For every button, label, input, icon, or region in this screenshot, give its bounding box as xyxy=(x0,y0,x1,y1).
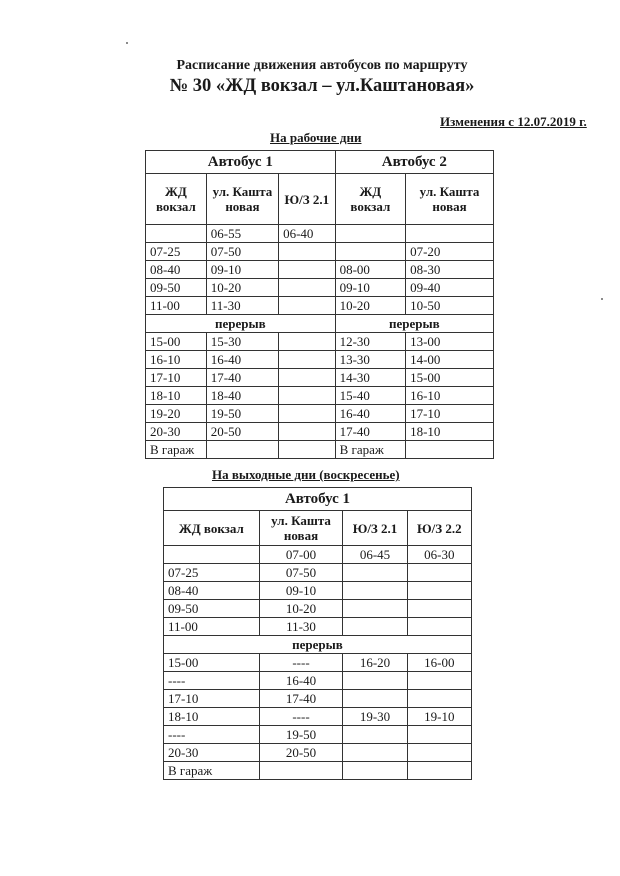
table-row xyxy=(146,351,494,369)
schedule-cell: 11-00 xyxy=(164,618,260,636)
table-row xyxy=(164,690,472,708)
schedule-cell xyxy=(407,690,471,708)
schedule-cell: 16-10 xyxy=(406,387,494,405)
column-header: ул. Кашта новая xyxy=(259,511,343,546)
table-row xyxy=(146,369,494,387)
schedule-cell: 16-40 xyxy=(206,351,278,369)
schedule-cell: 17-10 xyxy=(406,405,494,423)
title-line-1: Расписание движения автобусов по маршруту xyxy=(176,58,468,73)
bus-header-row xyxy=(164,488,472,511)
table-row xyxy=(164,744,472,762)
table-row xyxy=(164,546,472,564)
schedule-cell: 16-20 xyxy=(343,654,407,672)
schedule-cell xyxy=(406,441,494,459)
schedule-cell: ---- xyxy=(164,672,260,690)
schedule-cell xyxy=(343,762,407,780)
schedule-cell: 18-10 xyxy=(406,423,494,441)
schedule-cell xyxy=(407,762,471,780)
schedule-cell: 09-40 xyxy=(406,279,494,297)
schedule-cell: 06-45 xyxy=(343,546,407,564)
schedule-cell xyxy=(335,243,406,261)
schedule-cell: 08-40 xyxy=(164,582,260,600)
schedule-cell xyxy=(343,582,407,600)
schedule-cell xyxy=(279,369,336,387)
schedule-cell xyxy=(279,405,336,423)
schedule-cell: ---- xyxy=(164,726,260,744)
schedule-cell: 20-30 xyxy=(164,744,260,762)
schedule-cell: В гараж xyxy=(146,441,207,459)
changes-date: Изменения с 12.07.2019 г. xyxy=(440,114,587,129)
schedule-cell: 09-50 xyxy=(146,279,207,297)
schedule-cell: 10-50 xyxy=(406,297,494,315)
schedule-cell: 19-10 xyxy=(407,708,471,726)
schedule-cell xyxy=(406,225,494,243)
schedule-cell xyxy=(407,744,471,762)
schedule-cell xyxy=(343,672,407,690)
schedule-cell: 15-00 xyxy=(406,369,494,387)
weekday-label: На рабочие дни xyxy=(270,130,362,145)
break-row xyxy=(164,636,472,654)
schedule-cell xyxy=(279,279,336,297)
schedule-cell: 07-00 xyxy=(259,546,343,564)
bus-2-title: Автобус 2 xyxy=(335,151,493,174)
column-header: Ю/З 2.1 xyxy=(343,511,407,546)
schedule-cell xyxy=(343,744,407,762)
schedule-cell: 09-10 xyxy=(259,582,343,600)
schedule-cell xyxy=(407,618,471,636)
schedule-cell: 15-30 xyxy=(206,333,278,351)
schedule-cell: 17-40 xyxy=(259,690,343,708)
column-header: Ю/З 2.1 xyxy=(279,174,336,225)
break-label: перерыв xyxy=(146,315,336,333)
schedule-cell: 19-50 xyxy=(206,405,278,423)
schedule-cell xyxy=(343,564,407,582)
schedule-cell xyxy=(335,225,406,243)
schedule-cell: 07-50 xyxy=(259,564,343,582)
schedule-cell: 16-10 xyxy=(146,351,207,369)
schedule-cell: 13-30 xyxy=(335,351,406,369)
column-header: ул. Кашта новая xyxy=(206,174,278,225)
table-row xyxy=(146,441,494,459)
schedule-cell xyxy=(343,600,407,618)
schedule-cell: 15-00 xyxy=(164,654,260,672)
schedule-cell xyxy=(343,726,407,744)
schedule-cell: 15-40 xyxy=(335,387,406,405)
schedule-cell: 17-10 xyxy=(146,369,207,387)
scan-speck xyxy=(126,42,128,44)
schedule-cell xyxy=(279,387,336,405)
schedule-cell xyxy=(279,423,336,441)
table-row xyxy=(146,405,494,423)
column-header: ЖД вокзал xyxy=(335,174,406,225)
schedule-cell: 10-20 xyxy=(206,279,278,297)
schedule-cell: 17-40 xyxy=(335,423,406,441)
weekend-label: На выходные дни (воскресенье) xyxy=(212,467,400,482)
schedule-cell xyxy=(279,297,336,315)
schedule-cell xyxy=(407,564,471,582)
column-header-row xyxy=(146,174,494,225)
schedule-cell: 12-30 xyxy=(335,333,406,351)
weekend-schedule-table xyxy=(163,487,472,780)
schedule-cell xyxy=(407,672,471,690)
table-row xyxy=(164,708,472,726)
schedule-cell: 07-50 xyxy=(206,243,278,261)
table-row xyxy=(146,225,494,243)
table-row xyxy=(164,564,472,582)
schedule-cell: 17-40 xyxy=(206,369,278,387)
schedule-cell: В гараж xyxy=(164,762,260,780)
schedule-cell: 16-40 xyxy=(259,672,343,690)
schedule-cell xyxy=(279,441,336,459)
break-label: перерыв xyxy=(335,315,493,333)
schedule-cell: 14-00 xyxy=(406,351,494,369)
schedule-cell xyxy=(407,600,471,618)
schedule-cell: 15-00 xyxy=(146,333,207,351)
schedule-cell: В гараж xyxy=(335,441,406,459)
schedule-cell: 19-30 xyxy=(343,708,407,726)
schedule-cell xyxy=(407,582,471,600)
weekday-schedule-table xyxy=(145,150,494,459)
schedule-cell xyxy=(343,690,407,708)
schedule-cell: 06-30 xyxy=(407,546,471,564)
schedule-cell: 06-40 xyxy=(279,225,336,243)
schedule-cell: 18-40 xyxy=(206,387,278,405)
schedule-cell: 17-10 xyxy=(164,690,260,708)
schedule-cell: 07-25 xyxy=(164,564,260,582)
column-header: ЖД вокзал xyxy=(146,174,207,225)
schedule-cell: 07-20 xyxy=(406,243,494,261)
schedule-cell: ---- xyxy=(259,708,343,726)
scan-speck xyxy=(601,298,603,300)
schedule-cell: 08-00 xyxy=(335,261,406,279)
table-row xyxy=(146,261,494,279)
schedule-cell xyxy=(343,618,407,636)
column-header-row xyxy=(164,511,472,546)
schedule-cell: 10-20 xyxy=(259,600,343,618)
schedule-cell: 20-30 xyxy=(146,423,207,441)
schedule-cell: 18-10 xyxy=(164,708,260,726)
schedule-cell: 16-40 xyxy=(335,405,406,423)
column-header: ЖД вокзал xyxy=(164,511,260,546)
table-row xyxy=(164,762,472,780)
schedule-cell xyxy=(206,441,278,459)
table-row xyxy=(164,618,472,636)
schedule-cell xyxy=(164,546,260,564)
schedule-cell: 11-30 xyxy=(259,618,343,636)
schedule-cell: 07-25 xyxy=(146,243,207,261)
schedule-cell: 08-30 xyxy=(406,261,494,279)
schedule-cell: ---- xyxy=(259,654,343,672)
schedule-cell xyxy=(146,225,207,243)
table-row xyxy=(146,423,494,441)
break-label: перерыв xyxy=(164,636,472,654)
schedule-cell: 16-00 xyxy=(407,654,471,672)
schedule-cell: 08-40 xyxy=(146,261,207,279)
column-header: ул. Кашта новая xyxy=(406,174,494,225)
schedule-cell xyxy=(407,726,471,744)
schedule-cell: 19-50 xyxy=(259,726,343,744)
bus-1-title: Автобус 1 xyxy=(146,151,336,174)
break-row xyxy=(146,315,494,333)
schedule-cell: 20-50 xyxy=(259,744,343,762)
column-header: Ю/З 2.2 xyxy=(407,511,471,546)
schedule-cell: 10-20 xyxy=(335,297,406,315)
table-row xyxy=(164,600,472,618)
table-row xyxy=(146,279,494,297)
schedule-cell: 20-50 xyxy=(206,423,278,441)
schedule-cell xyxy=(259,762,343,780)
bus-1-title: Автобус 1 xyxy=(164,488,472,511)
schedule-cell xyxy=(279,351,336,369)
bus-header-row xyxy=(146,151,494,174)
schedule-cell: 19-20 xyxy=(146,405,207,423)
table-row xyxy=(146,297,494,315)
schedule-cell xyxy=(279,261,336,279)
schedule-cell xyxy=(279,333,336,351)
table-row xyxy=(164,672,472,690)
schedule-cell: 11-00 xyxy=(146,297,207,315)
schedule-cell: 06-55 xyxy=(206,225,278,243)
table-row xyxy=(164,654,472,672)
schedule-cell: 09-10 xyxy=(335,279,406,297)
route-title: № 30 «ЖД вокзал – ул.Каштановая» xyxy=(169,76,475,96)
table-row xyxy=(146,333,494,351)
table-row xyxy=(164,726,472,744)
schedule-cell: 14-30 xyxy=(335,369,406,387)
schedule-cell: 18-10 xyxy=(146,387,207,405)
table-row xyxy=(146,387,494,405)
schedule-cell xyxy=(279,243,336,261)
schedule-cell: 09-10 xyxy=(206,261,278,279)
table-row xyxy=(164,582,472,600)
schedule-cell: 09-50 xyxy=(164,600,260,618)
schedule-cell: 13-00 xyxy=(406,333,494,351)
table-row xyxy=(146,243,494,261)
schedule-cell: 11-30 xyxy=(206,297,278,315)
